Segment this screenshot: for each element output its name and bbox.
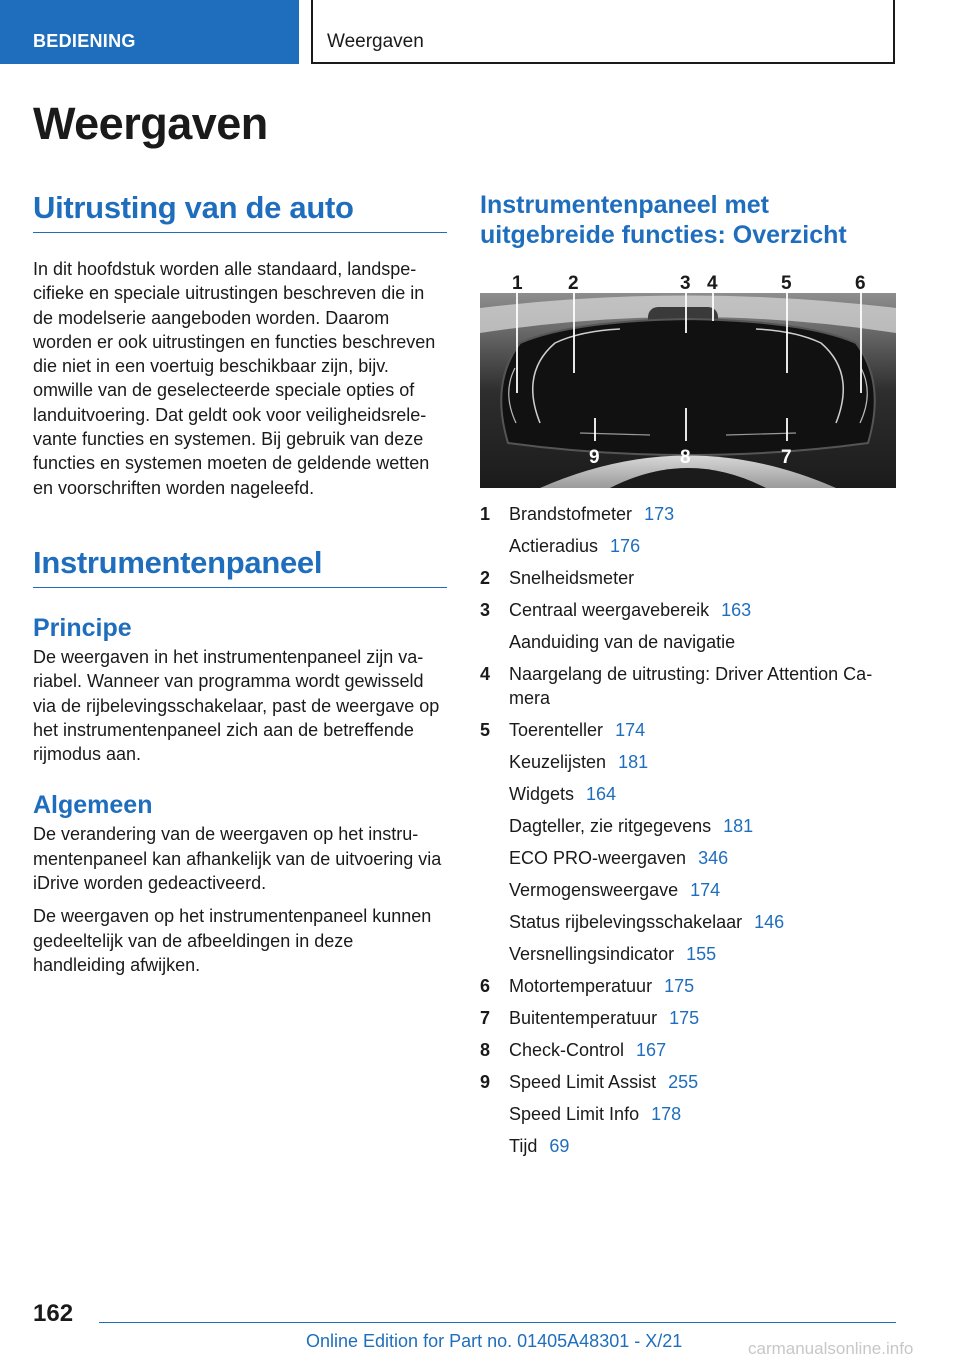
legend-label: Actieradius bbox=[509, 536, 599, 556]
page-reference-link[interactable]: 173 bbox=[644, 504, 675, 524]
right-column bbox=[480, 190, 896, 1156]
legend-label: Dagteller, zie ritgegevens bbox=[509, 816, 712, 836]
legend-number: 5 bbox=[480, 720, 491, 740]
left-column bbox=[33, 190, 447, 977]
legend-text-wrapper bbox=[509, 1038, 896, 1062]
callout-6: 6 bbox=[855, 273, 866, 294]
page-reference-link[interactable]: 164 bbox=[586, 784, 617, 804]
callout-7: 7 bbox=[781, 447, 792, 468]
page-reference-link[interactable]: 163 bbox=[721, 600, 752, 620]
paragraph-general-2: De weergaven op het instrumentenpaneel kunnen gedeeltelijk van de afbeeldingen in deze handleiding afwijken. bbox=[33, 906, 432, 975]
legend-item bbox=[480, 662, 896, 710]
legend-text-wrapper bbox=[509, 910, 896, 934]
footer-edition: Online Edition for Part no. 01405A48301 - X/21 bbox=[306, 1331, 683, 1351]
page-reference-link[interactable]: 181 bbox=[618, 752, 649, 772]
heading-overview: Instrumentenpaneel met uitgebreide functies: Overzicht bbox=[480, 191, 847, 249]
diagram-legend bbox=[480, 502, 896, 1166]
legend-text-wrapper bbox=[509, 974, 896, 998]
legend-text-wrapper bbox=[509, 1006, 896, 1030]
legend-label: Naargelang de uitrusting: Driver Attention Camera bbox=[509, 664, 873, 708]
header-chapter-tab: Weergaven bbox=[311, 0, 895, 64]
paragraph-equipment: In dit hoofdstuk worden alle standaard, landspecifieke en speciale uitrustingen beschreven die in de modelserie aangeboden worden. Daarom worden er ook uitrustingen en functies beschreven die niet in een voertuig beschikbaar zijn, bijv. omwille van de geselecteerde speciale opties of landuitvoering. Dat geldt ook voor veiligheidsrelevante functies en systemen. Bij gebruik van deze functies en systemen moeten de geldende wetten en voorschriften worden nageleefd. bbox=[33, 259, 436, 498]
legend-number: 7 bbox=[480, 1008, 491, 1028]
header-section-tab: BEDIENING bbox=[0, 0, 299, 64]
heading-principle: Principe bbox=[33, 613, 132, 642]
legend-item bbox=[480, 598, 896, 622]
legend-text-wrapper bbox=[509, 662, 896, 710]
page-reference-link[interactable]: 174 bbox=[615, 720, 646, 740]
legend-number: 9 bbox=[480, 1072, 491, 1092]
legend-number: 1 bbox=[480, 504, 491, 524]
page-reference-link[interactable]: 146 bbox=[754, 912, 785, 932]
legend-number: 3 bbox=[480, 600, 491, 620]
page-reference-link[interactable]: 155 bbox=[686, 944, 717, 964]
legend-text-wrapper bbox=[509, 1070, 896, 1094]
footer-rule bbox=[99, 1322, 896, 1323]
callout-1: 1 bbox=[512, 273, 523, 294]
legend-label: Widgets bbox=[509, 784, 575, 804]
legend-item bbox=[480, 1006, 896, 1030]
page-reference-link[interactable]: 255 bbox=[668, 1072, 699, 1092]
legend-item bbox=[480, 502, 896, 526]
legend-label: Centraal weergavebereik bbox=[509, 600, 710, 620]
legend-item bbox=[480, 534, 896, 558]
page-reference-link[interactable]: 167 bbox=[636, 1040, 667, 1060]
paragraph-general-1: De verandering van de weergaven op het instrumentenpaneel kan afhankelijk van de uitvoering via iDrive worden gedeactiveerd. bbox=[33, 824, 442, 894]
page-reference-link[interactable]: 69 bbox=[549, 1136, 570, 1156]
legend-label: Motortemperatuur bbox=[509, 976, 653, 996]
legend-label: Check-Control bbox=[509, 1040, 625, 1060]
instrument-panel-diagram bbox=[480, 273, 896, 488]
legend-item bbox=[480, 750, 896, 774]
legend-text-wrapper bbox=[509, 598, 896, 622]
page-reference-link[interactable]: 178 bbox=[651, 1104, 682, 1124]
legend-text-wrapper bbox=[509, 502, 896, 526]
legend-item bbox=[480, 974, 896, 998]
legend-label: Buitentemperatuur bbox=[509, 1008, 658, 1028]
heading-equipment: Uitrusting van de auto bbox=[33, 190, 447, 233]
watermark: carmanualsonline.info bbox=[748, 1339, 914, 1358]
legend-label: Brandstofmeter bbox=[509, 504, 633, 524]
legend-label: Status rijbelevingsschakelaar bbox=[509, 912, 743, 932]
callout-4: 4 bbox=[707, 273, 718, 294]
legend-number: 8 bbox=[480, 1040, 491, 1060]
legend-item bbox=[480, 1102, 896, 1126]
callout-5: 5 bbox=[781, 273, 792, 294]
legend-text-wrapper bbox=[509, 782, 896, 806]
legend-item bbox=[480, 846, 896, 870]
legend-text-wrapper bbox=[509, 718, 896, 742]
legend-label: Versnellingsindicator bbox=[509, 944, 675, 964]
legend-item bbox=[480, 566, 896, 590]
legend-item bbox=[480, 630, 896, 654]
page-reference-link[interactable]: 176 bbox=[610, 536, 641, 556]
legend-item bbox=[480, 782, 896, 806]
legend-item bbox=[480, 1134, 896, 1158]
legend-label: Speed Limit Assist bbox=[509, 1072, 657, 1092]
display-screen bbox=[501, 319, 875, 455]
legend-label: Vermogensweergave bbox=[509, 880, 679, 900]
legend-text-wrapper bbox=[509, 942, 896, 966]
heading-general: Algemeen bbox=[33, 791, 153, 820]
legend-label: Tijd bbox=[509, 1136, 538, 1156]
page-reference-link[interactable]: 175 bbox=[669, 1008, 700, 1028]
legend-item bbox=[480, 910, 896, 934]
legend-text-wrapper bbox=[509, 846, 896, 870]
legend-item bbox=[480, 814, 896, 838]
legend-text-wrapper bbox=[509, 534, 896, 558]
legend-number: 2 bbox=[480, 568, 491, 588]
page-reference-link[interactable]: 346 bbox=[698, 848, 729, 868]
legend-item bbox=[480, 878, 896, 902]
callout-9: 9 bbox=[589, 447, 600, 468]
legend-text-wrapper bbox=[509, 878, 896, 902]
legend-text-wrapper bbox=[509, 1102, 896, 1126]
legend-text-wrapper bbox=[509, 814, 896, 838]
legend-item bbox=[480, 942, 896, 966]
callout-8: 8 bbox=[680, 447, 691, 468]
legend-item bbox=[480, 1070, 896, 1094]
legend-item bbox=[480, 718, 896, 742]
legend-text-wrapper bbox=[509, 1134, 896, 1158]
page-reference-link[interactable]: 181 bbox=[723, 816, 754, 836]
legend-label: Speed Limit Info bbox=[509, 1104, 640, 1124]
legend-label: ECO PRO-weergaven bbox=[509, 848, 687, 868]
legend-text-wrapper bbox=[509, 750, 896, 774]
legend-label: Keuzelijsten bbox=[509, 752, 607, 772]
paragraph-principle: De weergaven in het instrumentenpaneel zijn variabel. Wanneer van programma wordt gewisseld via de rijbelevingsschakelaar, past de weergave op het instrumentenpaneel zich aan de betreffende rijmodus aan. bbox=[33, 646, 440, 765]
callout-3: 3 bbox=[680, 273, 691, 294]
page-reference-link[interactable]: 175 bbox=[664, 976, 695, 996]
callout-2: 2 bbox=[568, 273, 579, 294]
heading-instrument-panel: Instrumentenpaneel bbox=[33, 545, 447, 588]
legend-label: Snelheidsmeter bbox=[509, 568, 635, 588]
legend-number: 4 bbox=[480, 664, 491, 684]
page-number: 162 bbox=[33, 1300, 74, 1327]
page-reference-link[interactable]: 174 bbox=[690, 880, 721, 900]
legend-number: 6 bbox=[480, 976, 491, 996]
legend-label: Aanduiding van de navigatie bbox=[509, 632, 736, 652]
legend-item bbox=[480, 1038, 896, 1062]
legend-text-wrapper bbox=[509, 566, 896, 590]
legend-label: Toerenteller bbox=[509, 720, 604, 740]
page-title: Weergaven bbox=[33, 98, 268, 149]
legend-text-wrapper bbox=[509, 630, 896, 654]
